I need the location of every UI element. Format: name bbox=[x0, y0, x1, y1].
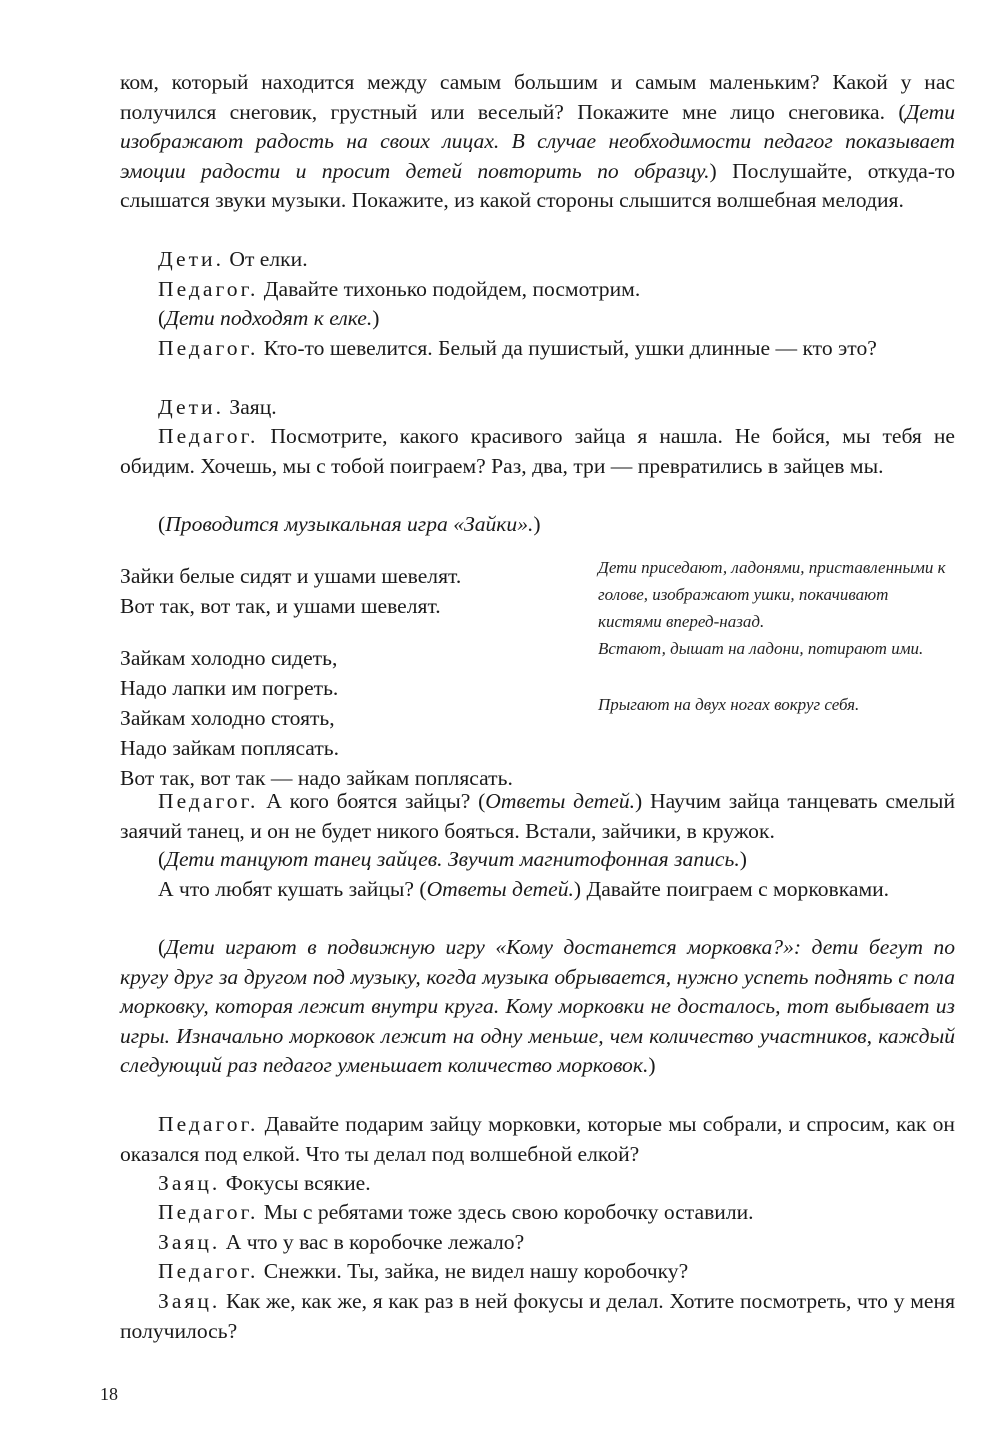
poem-line: Вот так, вот так — надо зайкам поплясать. bbox=[120, 766, 513, 790]
speaker: Заяц. bbox=[158, 1171, 221, 1195]
poem-line: Зайки белые сидят и ушами шевелят. bbox=[120, 564, 462, 588]
poem-note: Дети приседают, ладонями, приставленными к голове, изображают ушки, покачивают кистями вперед-назад. bbox=[598, 558, 946, 631]
poem-line: Зайкам холодно стоять, bbox=[120, 706, 335, 730]
stage-direction: Ответы детей. bbox=[426, 877, 574, 901]
speaker: Педагог. bbox=[158, 1112, 259, 1136]
dialogue-line: Дети. От елки. bbox=[158, 247, 308, 271]
dialogue-line: Дети. Заяц. bbox=[158, 395, 277, 419]
dialogue-line: Педагог. Снежки. Ты, зайка, не видел нашу коробочку? bbox=[158, 1259, 689, 1283]
speaker: Педагог. bbox=[158, 277, 259, 301]
poem-note: Прыгают на двух ногах вокруг себя. bbox=[598, 695, 860, 714]
speaker: Педагог. bbox=[158, 789, 259, 813]
speaker: Педагог. bbox=[158, 1200, 259, 1224]
paragraph-snowman: ком, который находится между самым большим и самым маленьким? Какой у нас получился снеговик, грустный или веселый? Покажите мне лицо снеговика. (Дети изображают радость на своих лицах. В случае необходимости педагог показывает эмоции радости и просит детей повторить по образцу.) Послушайте, откуда-то слышатся звуки музыки. Покажите, из какой стороны слышится волшебная мелодия. bbox=[120, 70, 955, 212]
stage-direction: Дети изображают радость на своих лицах. В случае необходимости педагог показывает эмоции радости и просит детей повторить по образцу. bbox=[120, 99, 955, 183]
stage-direction: Дети играют в подвижную игру «Кому достанется морковка?»: дети бегут по кругу друг за другом под музыку, когда музыка обрывается, нужно успеть поднять с пола морковку, которая лежит внутри круга. Кому морковки не досталось, тот выбывает из игры. Изначально морковок лежит на одну меньше, чем количество участников, каждый следующий раз педагог уменьшает количество морковок. bbox=[120, 935, 955, 1077]
dialogue-line: А что любят кушать зайцы? (Ответы детей.) Давайте поиграем с морковками. bbox=[158, 877, 890, 901]
stage-direction: Ответы детей. bbox=[485, 789, 636, 813]
speaker: Дети. bbox=[158, 247, 224, 271]
poem-line: Надо лапки им погреть. bbox=[120, 676, 339, 700]
stage-direction: Дети танцуют танец зайцев. Звучит магнитофонная запись. bbox=[165, 847, 740, 871]
speaker: Заяц. bbox=[158, 1289, 221, 1313]
stage-direction: Дети подходят к елке. bbox=[165, 306, 373, 330]
speaker: Педагог. bbox=[158, 336, 259, 360]
poem-note: Встают, дышат на ладони, потирают ими. bbox=[598, 639, 924, 658]
dialogue-line: Педагог. Посмотрите, какого красивого зайца я нашла. Не бойся, мы тебя не обидим. Хочешь, мы с тобой поиграем? Раз, два, три — превратились в зайцев мы. bbox=[120, 424, 955, 478]
stage-direction-line: (Проводится музыкальная игра «Зайки».) bbox=[158, 512, 541, 536]
speaker: Заяц. bbox=[158, 1230, 221, 1254]
dialogue-line: Педагог. Мы с ребятами тоже здесь свою коробочку оставили. bbox=[158, 1200, 754, 1224]
speaker: Дети. bbox=[158, 395, 224, 419]
dialogue-line: Педагог. Давайте тихонько подойдем, посмотрим. bbox=[158, 277, 641, 301]
stage-direction-paragraph: (Дети играют в подвижную игру «Кому достанется морковка?»: дети бегут по кругу друг за другом под музыку, когда музыка обрывается, нужно успеть поднять с пола морковку, которая лежит внутри круга. Кому морковки не досталось, тот выбывает из игры. Изначально морковок лежит на одну меньше, чем количество участников, каждый следующий раз педагог уменьшает количество морковок.) bbox=[120, 935, 955, 1077]
dialogue-line: Заяц. Как же, как же, я как раз в ней фокусы и делал. Хотите посмотреть, что у меня получилось? bbox=[120, 1289, 955, 1343]
stage-direction-line: (Дети танцуют танец зайцев. Звучит магнитофонная запись.) bbox=[158, 847, 747, 871]
page-number: 18 bbox=[100, 1384, 118, 1404]
speaker: Педагог. bbox=[158, 1259, 259, 1283]
dialogue-line: Заяц. Фокусы всякие. bbox=[158, 1171, 371, 1195]
stage-direction: Проводится музыкальная игра «Зайки». bbox=[165, 512, 534, 536]
poem-line: Вот так, вот так, и ушами шевелят. bbox=[120, 594, 441, 618]
poem-line: Надо зайкам поплясать. bbox=[120, 736, 340, 760]
dialogue-line: Заяц. А что у вас в коробочке лежало? bbox=[158, 1230, 525, 1254]
poem-line: Зайкам холодно сидеть, bbox=[120, 646, 338, 670]
dialogue-line: Педагог. А кого боятся зайцы? (Ответы детей.) Научим зайца танцевать смелый заячий танец, и он не будет никого бояться. Встали, зайчики, в кружок. bbox=[120, 789, 955, 843]
dialogue-line: Педагог. Кто-то шевелится. Белый да пушистый, ушки длинные — кто это? bbox=[158, 336, 877, 360]
speaker: Педагог. bbox=[158, 424, 259, 448]
dialogue-line: Педагог. Давайте подарим зайцу морковки, которые мы собрали, и спросим, как он оказался под елкой. Что ты делал под волшебной елкой? bbox=[120, 1112, 955, 1166]
stage-direction-line: (Дети подходят к елке.) bbox=[158, 306, 380, 330]
